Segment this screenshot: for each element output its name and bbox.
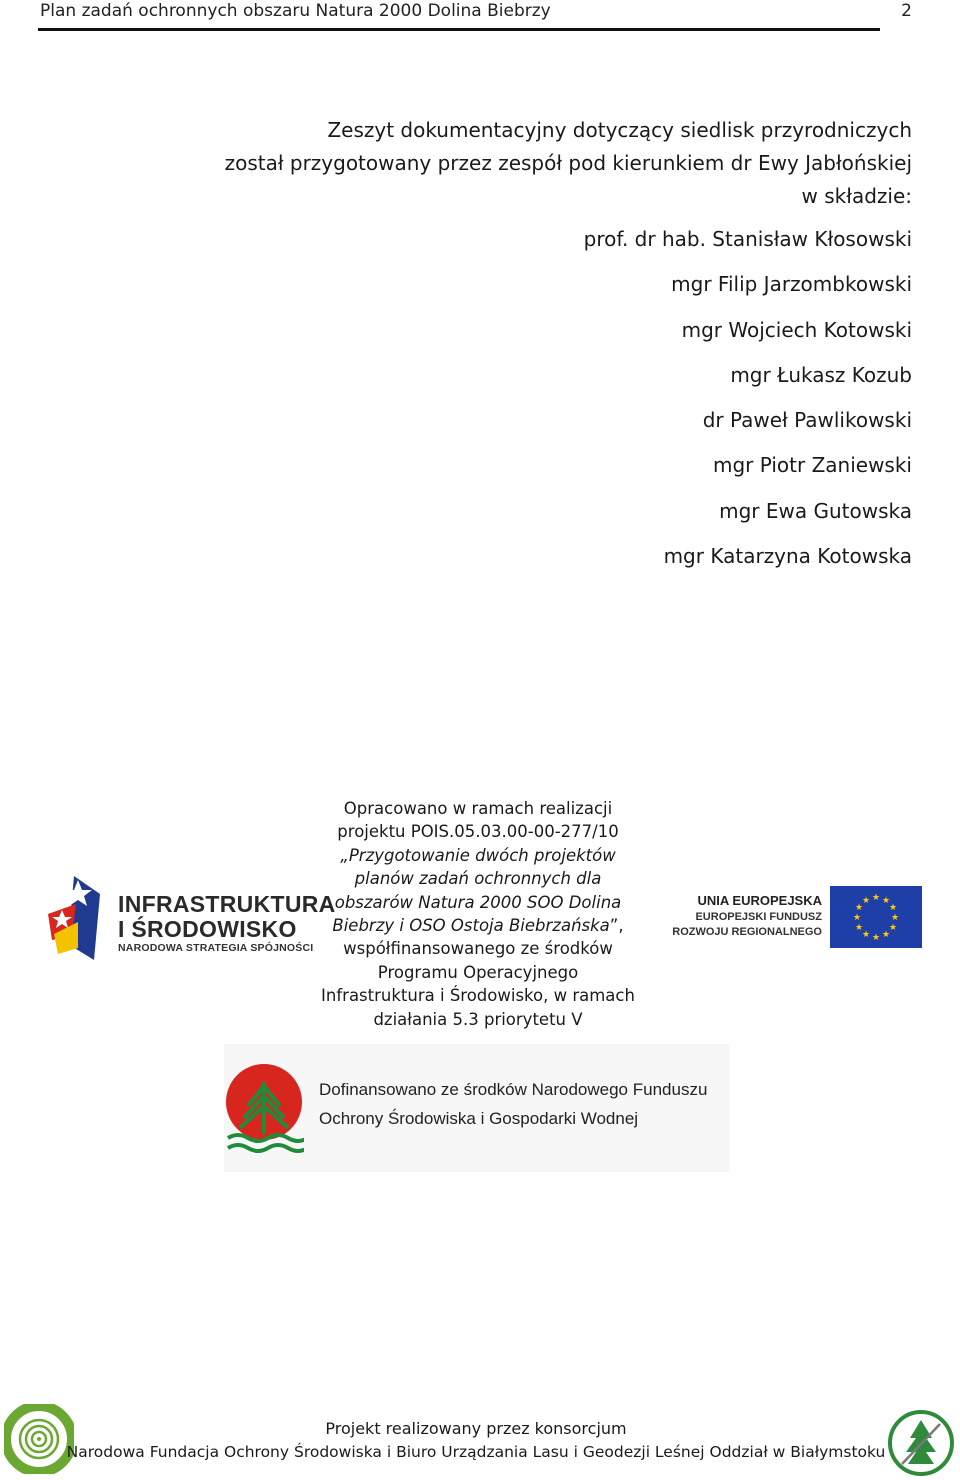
project-line: Infrastruktura i Środowisko, w ramach: [321, 986, 635, 1006]
team-member: mgr Piotr Zaniewski: [712, 453, 912, 478]
svg-text:★: ★: [888, 923, 898, 933]
project-title-line: „Przygotowanie dwóch projektów: [340, 845, 616, 865]
project-line: Opracowano w ramach realizacji: [343, 799, 613, 818]
project-line: projektu POIS.05.03.00-00-277/10: [337, 822, 619, 842]
tree-rings-icon: [4, 1404, 74, 1474]
eu-logo: [668, 886, 922, 948]
svg-text:★: ★: [881, 896, 891, 906]
project-title-line: Biebrzy i OSO Ostoja Biebrzańska: [332, 916, 610, 936]
footer-consortium: Projekt realizowany przez konsorcjum: [325, 1419, 627, 1438]
team-member: dr Paweł Pawlikowski: [702, 408, 912, 433]
intro-line: został przygotowany przez zespół pod kierunkiem dr Ewy Jabłońskiej: [224, 151, 912, 175]
eu-logo-title: UNIA EUROPEJSKA: [697, 893, 822, 908]
team-member: mgr Filip Jarzombkowski: [671, 272, 912, 297]
project-title-line: planów zadań ochronnych dla: [354, 869, 602, 889]
team-member: mgr Wojciech Kotowski: [681, 317, 912, 342]
project-line: działania 5.3 priorytetu V: [373, 1009, 583, 1029]
project-line: Programu Operacyjnego: [377, 962, 579, 982]
header-rule: [38, 28, 880, 31]
intro-line: Zeszyt dokumentacyjny dotyczący siedlisk przyrodniczych: [327, 118, 912, 142]
team-member: mgr Łukasz Kozub: [730, 362, 912, 387]
nfosigw-logo-icon: [224, 1062, 304, 1154]
running-header: Plan zadań ochronnych obszaru Natura 2000 Dolina Biebrzy: [40, 1, 551, 21]
eu-flag-icon: [830, 886, 922, 948]
project-line: współfinansowanego ze środków: [343, 939, 613, 959]
svg-text:★: ★: [854, 903, 864, 913]
page-number: 2: [901, 1, 912, 21]
nfosigw-line: Dofinansowano ze środków Narodowego Funduszu: [319, 1080, 708, 1099]
intro-line: w składzie:: [801, 184, 912, 208]
team-member: prof. dr hab. Stanisław Kłosowski: [583, 227, 912, 251]
svg-text:★: ★: [881, 930, 891, 940]
footer-partners: Narodowa Fundacja Ochrony Środowiska i Biuro Urządzania Lasu i Geodezji Leśnej Oddział w Białymstoku: [66, 1443, 886, 1461]
infrastruktura-srodowisko-logo: [44, 874, 336, 962]
svg-text:★: ★: [871, 933, 881, 943]
logo-subtitle: NARODOWA STRATEGIA SPÓJNOŚCI: [118, 942, 314, 954]
logo-title-line: INFRASTRUKTURA: [118, 891, 336, 917]
eu-logo-line: EUROPEJSKI FUNDUSZ: [695, 911, 822, 923]
svg-text:★: ★: [871, 893, 881, 903]
nfos-seal-logo: [4, 1404, 74, 1474]
svg-text:★: ★: [888, 903, 898, 913]
svg-text:★: ★: [861, 930, 871, 940]
nfosigw-line: Ochrony Środowiska i Gospodarki Wodnej: [319, 1109, 639, 1128]
star-flag-icon: [44, 874, 104, 962]
team-list: [412, 225, 912, 587]
project-title-line: obszarów Natura 2000 SOO Dolina: [334, 892, 622, 912]
team-member: mgr Katarzyna Kotowska: [663, 544, 912, 569]
intro-paragraph: [212, 114, 912, 213]
svg-text:★: ★: [854, 923, 864, 933]
logo-title-line: I ŚRODOWISKO: [118, 916, 297, 942]
eu-logo-line: ROZWOJU REGIONALNEGO: [672, 926, 822, 938]
logo-title: [118, 892, 336, 942]
project-note: [320, 797, 636, 1031]
nfosigw-banner: [224, 1044, 730, 1172]
team-member: mgr Ewa Gutowska: [719, 498, 912, 523]
eu-stars-icon: [830, 886, 922, 948]
project-title-close: ”,: [609, 916, 624, 936]
svg-text:★: ★: [852, 913, 862, 923]
svg-text:★: ★: [890, 913, 900, 923]
project-title-end-line: [320, 914, 636, 937]
svg-text:★: ★: [861, 896, 871, 906]
